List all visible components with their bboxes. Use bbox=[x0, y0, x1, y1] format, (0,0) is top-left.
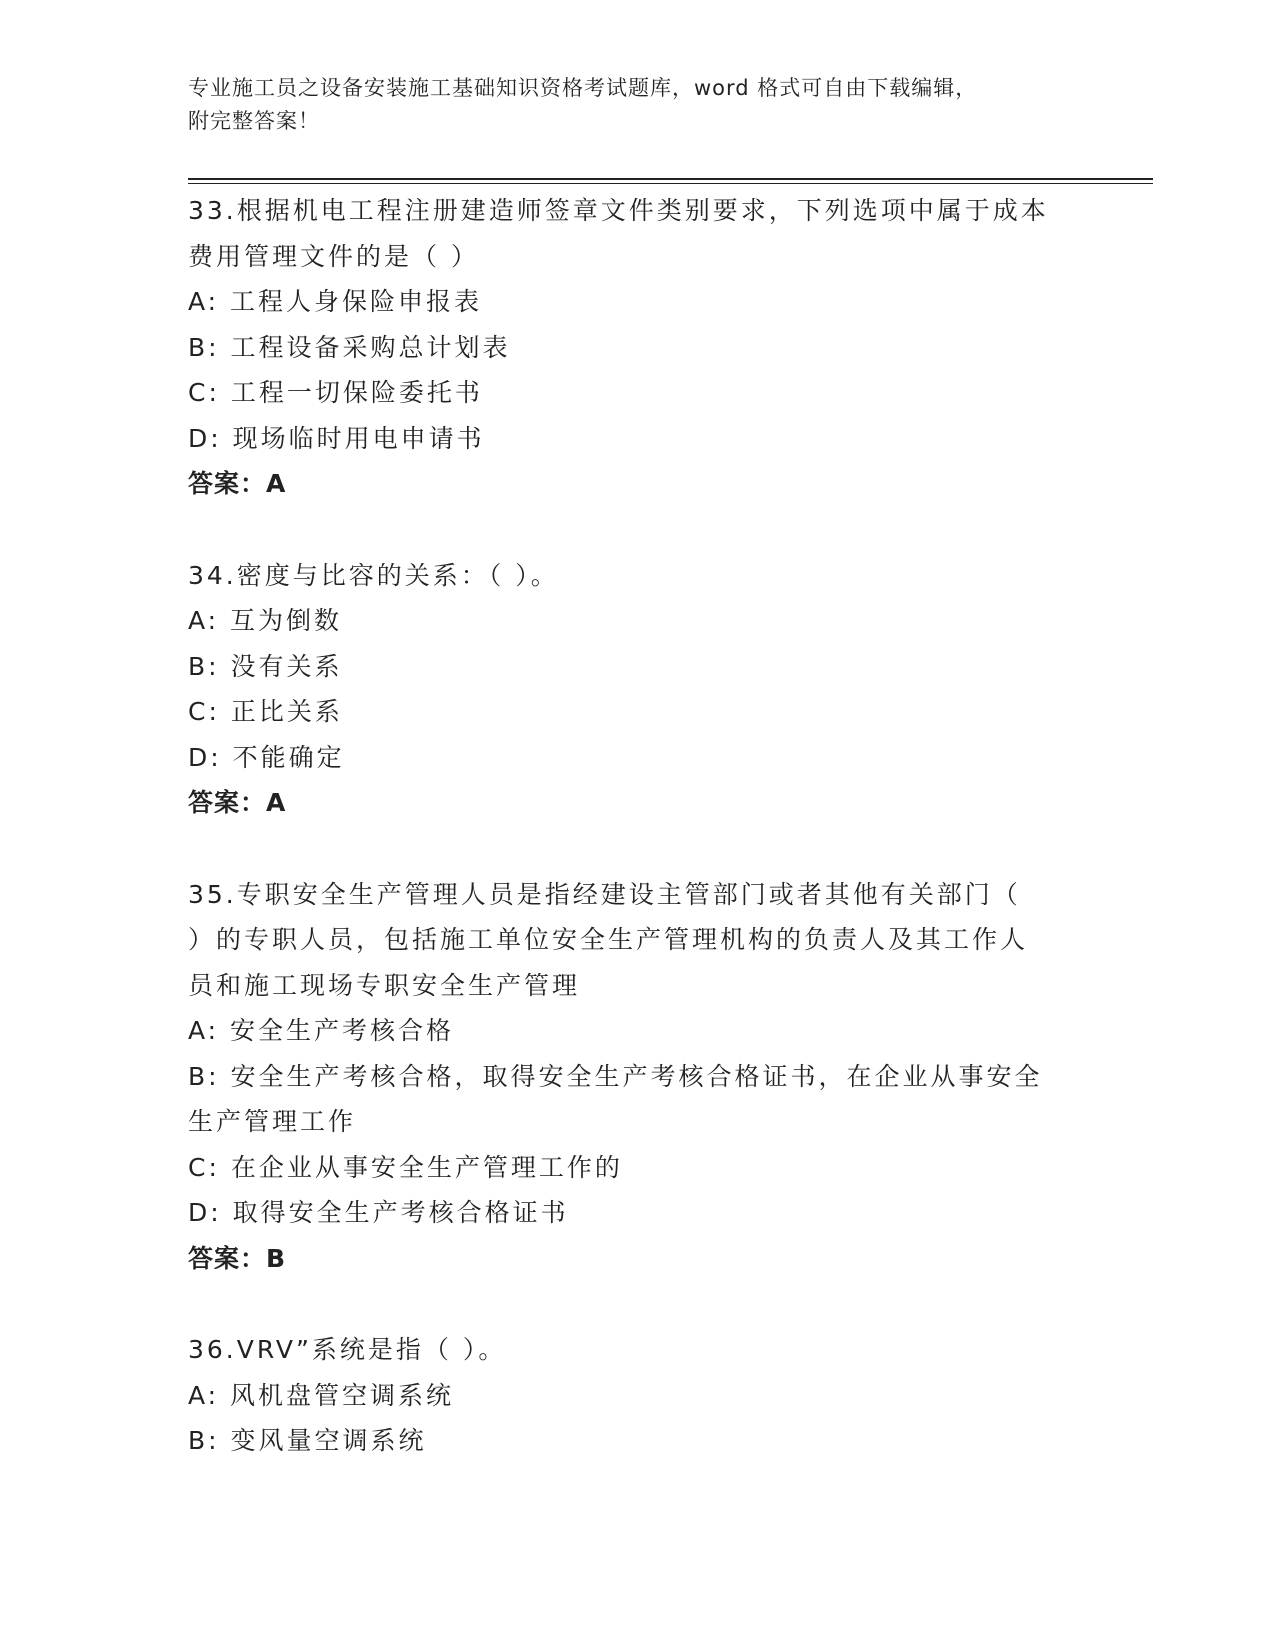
option-d: D: 现场临时用电申请书 bbox=[188, 423, 485, 453]
answer-line: 答案：B bbox=[188, 1243, 287, 1273]
option-b: B: 安全生产考核合格，取得安全生产考核合格证书，在企业从事安全 bbox=[188, 1061, 1043, 1091]
question-stem-line: 35.专职安全生产管理人员是指经建设主管部门或者其他有关部门（ bbox=[188, 879, 1021, 909]
answer-line: 答案：A bbox=[188, 469, 287, 498]
header-line-1: 专业施工员之设备安装施工基础知识资格考试题库，word 格式可自由下载编辑， bbox=[188, 76, 978, 100]
option-b: B: 变风量空调系统 bbox=[188, 1426, 427, 1455]
question-stem-line: 33.根据机电工程注册建造师签章文件类别要求，下列选项中属于成本 bbox=[188, 196, 1049, 225]
question-33 bbox=[188, 188, 1088, 507]
answer-line: 答案：A bbox=[188, 788, 287, 817]
question-stem-line: ）的专职人员，包括施工单位安全生产管理机构的负责人及其工作人 bbox=[188, 925, 1029, 954]
question-stem-line: 员和施工现场专职安全生产管理 bbox=[188, 970, 581, 1000]
document-header bbox=[188, 72, 1068, 138]
question-34 bbox=[188, 553, 1088, 826]
option-c: C: 正比关系 bbox=[188, 697, 343, 726]
question-36 bbox=[188, 1327, 1088, 1464]
option-b-continued: 生产管理工作 bbox=[188, 1107, 357, 1136]
option-a: A: 安全生产考核合格 bbox=[188, 1016, 455, 1045]
option-a: A: 工程人身保险申报表 bbox=[188, 287, 483, 316]
option-a: A: 互为倒数 bbox=[188, 606, 343, 635]
header-divider-thin bbox=[188, 183, 1153, 184]
option-c: C: 工程一切保险委托书 bbox=[188, 378, 483, 407]
question-stem-line: 34.密度与比容的关系：（ ）。 bbox=[188, 560, 559, 590]
option-b: B: 没有关系 bbox=[188, 651, 343, 681]
question-35 bbox=[188, 872, 1088, 1282]
header-line-2: 附完整答案！ bbox=[188, 109, 320, 133]
question-stem-line: 费用管理文件的是（ ） bbox=[188, 241, 479, 271]
option-b: B: 工程设备采购总计划表 bbox=[188, 332, 511, 362]
question-stem-line: 36.VRV”系统是指（ ）。 bbox=[188, 1335, 507, 1364]
option-c: C: 在企业从事安全生产管理工作的 bbox=[188, 1152, 623, 1182]
option-d: D: 不能确定 bbox=[188, 742, 345, 772]
header-divider-thick bbox=[188, 178, 1153, 180]
option-a: A: 风机盘管空调系统 bbox=[188, 1380, 455, 1410]
option-d: D: 取得安全生产考核合格证书 bbox=[188, 1198, 569, 1227]
question-list bbox=[188, 188, 1088, 1510]
